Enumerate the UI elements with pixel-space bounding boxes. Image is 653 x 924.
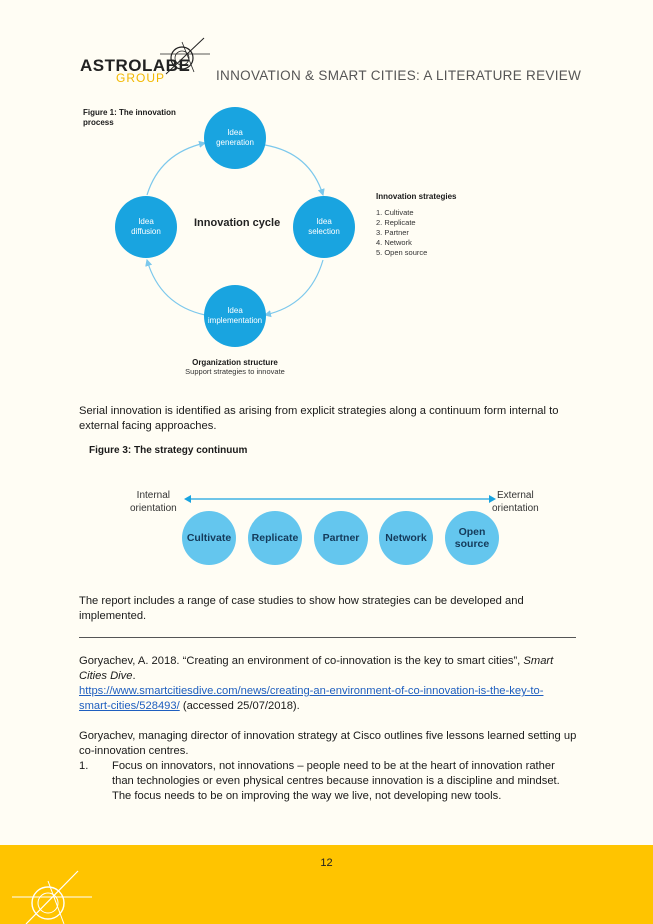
page-header-title: INNOVATION & SMART CITIES: A LITERATURE REVIEW xyxy=(216,68,582,83)
figure3 xyxy=(120,485,570,575)
strategies-title: Innovation strategies xyxy=(376,192,457,201)
cycle-center-label: Innovation cycle xyxy=(194,217,281,229)
reference-link-cont[interactable]: smart-cities/528493/ xyxy=(79,700,180,712)
continuum-node-open-source: Open source xyxy=(445,511,499,565)
strategy-item: 3. Partner xyxy=(376,228,409,237)
continuum-node-network: Network xyxy=(379,511,433,565)
paragraph-case-studies: The report includes a range of case studies to show how strategies can be developed and implemented. xyxy=(79,595,524,622)
node-idea-selection: Idea selection xyxy=(293,196,355,258)
list-number: 1. xyxy=(79,760,89,772)
figure1-caption-1: Figure 1: The innovation xyxy=(83,108,176,117)
strategy-item: 4. Network xyxy=(376,238,412,247)
continuum-node-replicate: Replicate xyxy=(248,511,302,565)
org-title: Organization structure xyxy=(192,358,278,367)
page-number: 12 xyxy=(320,857,333,869)
figure1-caption-2: process xyxy=(83,118,114,127)
paragraph-serial-innovation: Serial innovation is identified as arising from explicit strategies along a continuum form internal to external facing approaches. xyxy=(79,405,559,432)
reference-link[interactable]: https://www.smartcitiesdive.com/news/creating-an-environment-of-co-innovation-is-the-key-to- xyxy=(79,685,544,697)
node-idea-diffusion: Idea diffusion xyxy=(115,196,177,258)
strategy-item: 1. Cultivate xyxy=(376,208,414,217)
astrolabe-footer-icon xyxy=(12,865,92,924)
arrow-impl-to-diff xyxy=(147,260,205,315)
strategy-item: 5. Open source xyxy=(376,248,428,257)
node-idea-implementation: Idea implementation xyxy=(204,285,266,347)
section-divider xyxy=(79,637,576,638)
reference: Goryachev, A. 2018. “Creating an environment of co-innovation is the key to smart cities”, Smart Cities Dive. https://www.smartcitiesdive.com/news/creating-an-environment-of-co-innovation-is-the-key-to- smart-cities/528493/ (accessed 25/07/2018). xyxy=(79,655,554,712)
arrow-diff-to-gen xyxy=(147,143,205,195)
org-sub: Support strategies to innovate xyxy=(185,367,285,376)
paragraph-goryachev: Goryachev, managing director of innovation strategy at Cisco outlines five lessons learned setting up co-innovation centres. xyxy=(79,730,577,757)
internal-orientation-label: Internal orientation xyxy=(130,490,177,514)
org-structure xyxy=(170,358,300,376)
figure1 xyxy=(80,105,560,385)
external-orientation-label: External orientation xyxy=(492,490,539,514)
strategies-list xyxy=(376,208,427,258)
continuum-node-partner: Partner xyxy=(314,511,368,565)
arrow-gen-to-sel xyxy=(265,145,323,195)
strategy-item: 2. Replicate xyxy=(376,218,416,227)
continuum-node-cultivate: Cultivate xyxy=(182,511,236,565)
logo-main: ASTROLABE xyxy=(80,56,191,75)
continuum-arrow xyxy=(184,493,496,505)
figure3-caption: Figure 3: The strategy continuum xyxy=(89,445,248,456)
node-idea-generation: Idea generation xyxy=(204,107,266,169)
logo xyxy=(80,40,210,85)
page-footer xyxy=(0,845,653,924)
logo-sub: GROUP xyxy=(116,71,166,85)
arrow-sel-to-impl xyxy=(265,260,323,315)
